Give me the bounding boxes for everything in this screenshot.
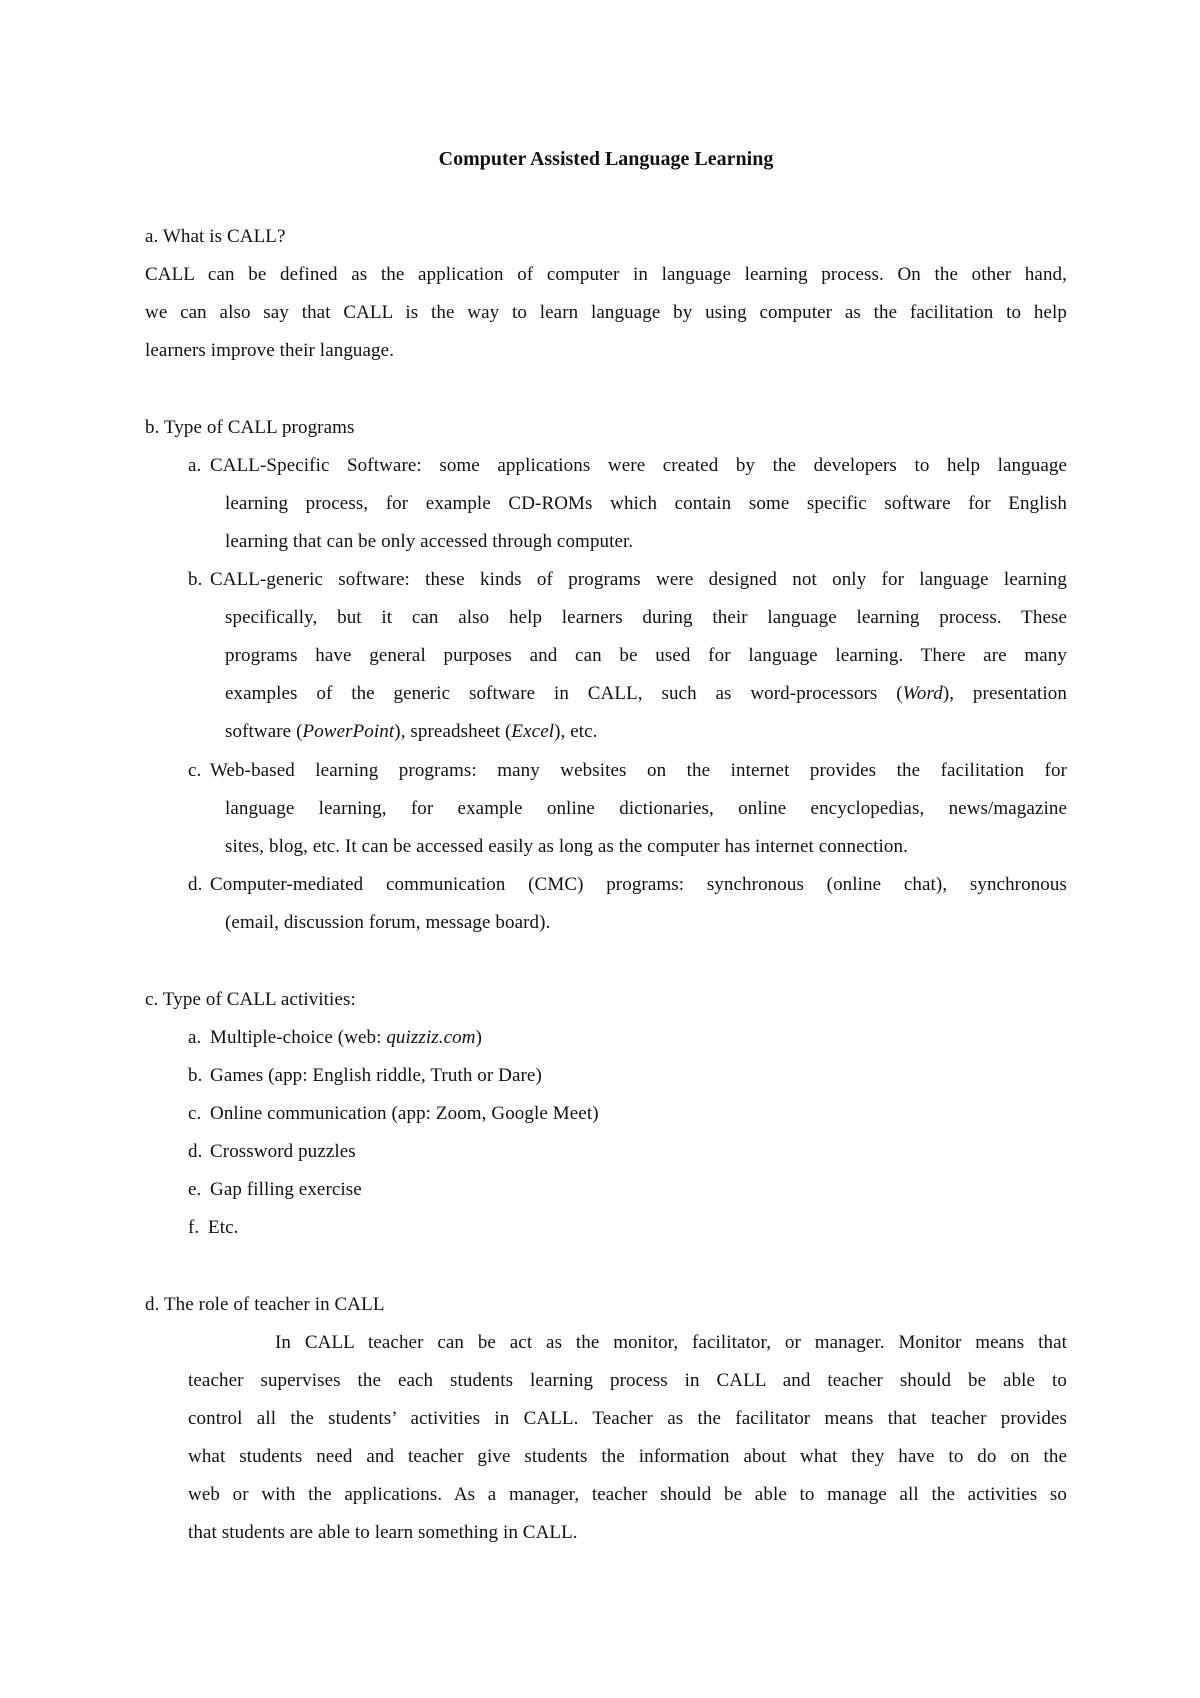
activity-item: Crossword puzzles xyxy=(210,1141,356,1162)
program-item-line: CALL-Specific Software: some applications were created by the developers to help language xyxy=(210,455,1067,476)
document-title: Computer Assisted Language Learning xyxy=(438,148,774,170)
italic-term: quizziz.com xyxy=(386,1027,476,1048)
line-text: ), presentation xyxy=(942,683,1067,704)
program-item-line: language learning, for example online dictionaries, online encyclopedias, news/magazine xyxy=(225,798,1067,819)
section-a-body-line: we can also say that CALL is the way to learn language by using computer as the facilitation to help xyxy=(145,302,1067,323)
section-d-body-line: control all the students’ activities in CALL. Teacher as the facilitator means that teacher provides xyxy=(188,1408,1067,1429)
section-c-heading: c. Type of CALL activities: xyxy=(145,989,356,1010)
program-item-line: specifically, but it can also help learners during their language learning process. These xyxy=(225,607,1067,628)
line-text: Multiple-choice (web: xyxy=(210,1027,387,1048)
section-d-body-line: In CALL teacher can be act as the monitor, facilitator, or manager. Monitor means that xyxy=(275,1332,1067,1353)
program-item-line: learning process, for example CD-ROMs which contain some specific software for English xyxy=(225,493,1067,514)
list-marker: a. xyxy=(188,455,202,476)
section-d-body-line: teacher supervises the each students learning process in CALL and teacher should be able to xyxy=(188,1370,1067,1391)
list-marker: e. xyxy=(188,1179,202,1200)
list-marker: b. xyxy=(188,569,203,590)
list-marker: f. xyxy=(188,1217,200,1238)
line-text: ), spreadsheet ( xyxy=(394,721,512,742)
list-marker: d. xyxy=(188,1141,203,1162)
italic-term: PowerPoint xyxy=(302,721,395,742)
section-a-heading: a. What is CALL? xyxy=(145,226,286,247)
list-marker: d. xyxy=(188,874,203,895)
section-d-body-line: that students are able to learn something in CALL. xyxy=(188,1522,578,1543)
section-a-body-line: learners improve their language. xyxy=(145,340,395,361)
program-item-line: (email, discussion forum, message board). xyxy=(225,912,551,933)
program-item-line: programs have general purposes and can be used for language learning. There are many xyxy=(225,645,1067,666)
activity-item: Games (app: English riddle, Truth or Dare) xyxy=(210,1065,542,1086)
section-b-heading: b. Type of CALL programs xyxy=(145,417,355,438)
program-item-line xyxy=(225,681,1067,707)
activity-item: Online communication (app: Zoom, Google Meet) xyxy=(210,1103,599,1124)
activity-item: Gap filling exercise xyxy=(210,1179,362,1200)
line-text: ), etc. xyxy=(554,721,598,742)
program-item-line xyxy=(225,719,598,745)
section-d-body-line: what students need and teacher give students the information about what they have to do on the xyxy=(188,1446,1067,1467)
list-marker: b. xyxy=(188,1065,203,1086)
line-text: ) xyxy=(475,1027,482,1048)
list-marker: c. xyxy=(188,760,202,781)
program-item-line: CALL-generic software: these kinds of programs were designed not only for language learning xyxy=(210,569,1067,590)
activity-item xyxy=(210,1025,482,1051)
italic-term: Excel xyxy=(511,721,555,742)
section-a-body-line: CALL can be defined as the application of computer in language learning process. On the other hand, xyxy=(145,264,1067,285)
program-item-line: learning that can be only accessed through computer. xyxy=(225,531,634,552)
section-d-heading: d. The role of teacher in CALL xyxy=(145,1294,385,1315)
program-item-line: Web-based learning programs: many websites on the internet provides the facilitation for xyxy=(210,760,1067,781)
italic-term: Word xyxy=(902,683,943,704)
program-item-line: sites, blog, etc. It can be accessed easily as long as the computer has internet connection. xyxy=(225,836,908,857)
program-item-line: Computer-mediated communication (CMC) programs: synchronous (online chat), synchronous xyxy=(210,874,1067,895)
section-d-body-line: web or with the applications. As a manager, teacher should be able to manage all the activities so xyxy=(188,1484,1067,1505)
line-text: examples of the generic software in CALL, such as word-processors ( xyxy=(225,683,903,704)
list-marker: c. xyxy=(188,1103,202,1124)
activity-item: Etc. xyxy=(208,1217,239,1238)
line-text: software ( xyxy=(225,721,303,742)
list-marker: a. xyxy=(188,1027,202,1048)
